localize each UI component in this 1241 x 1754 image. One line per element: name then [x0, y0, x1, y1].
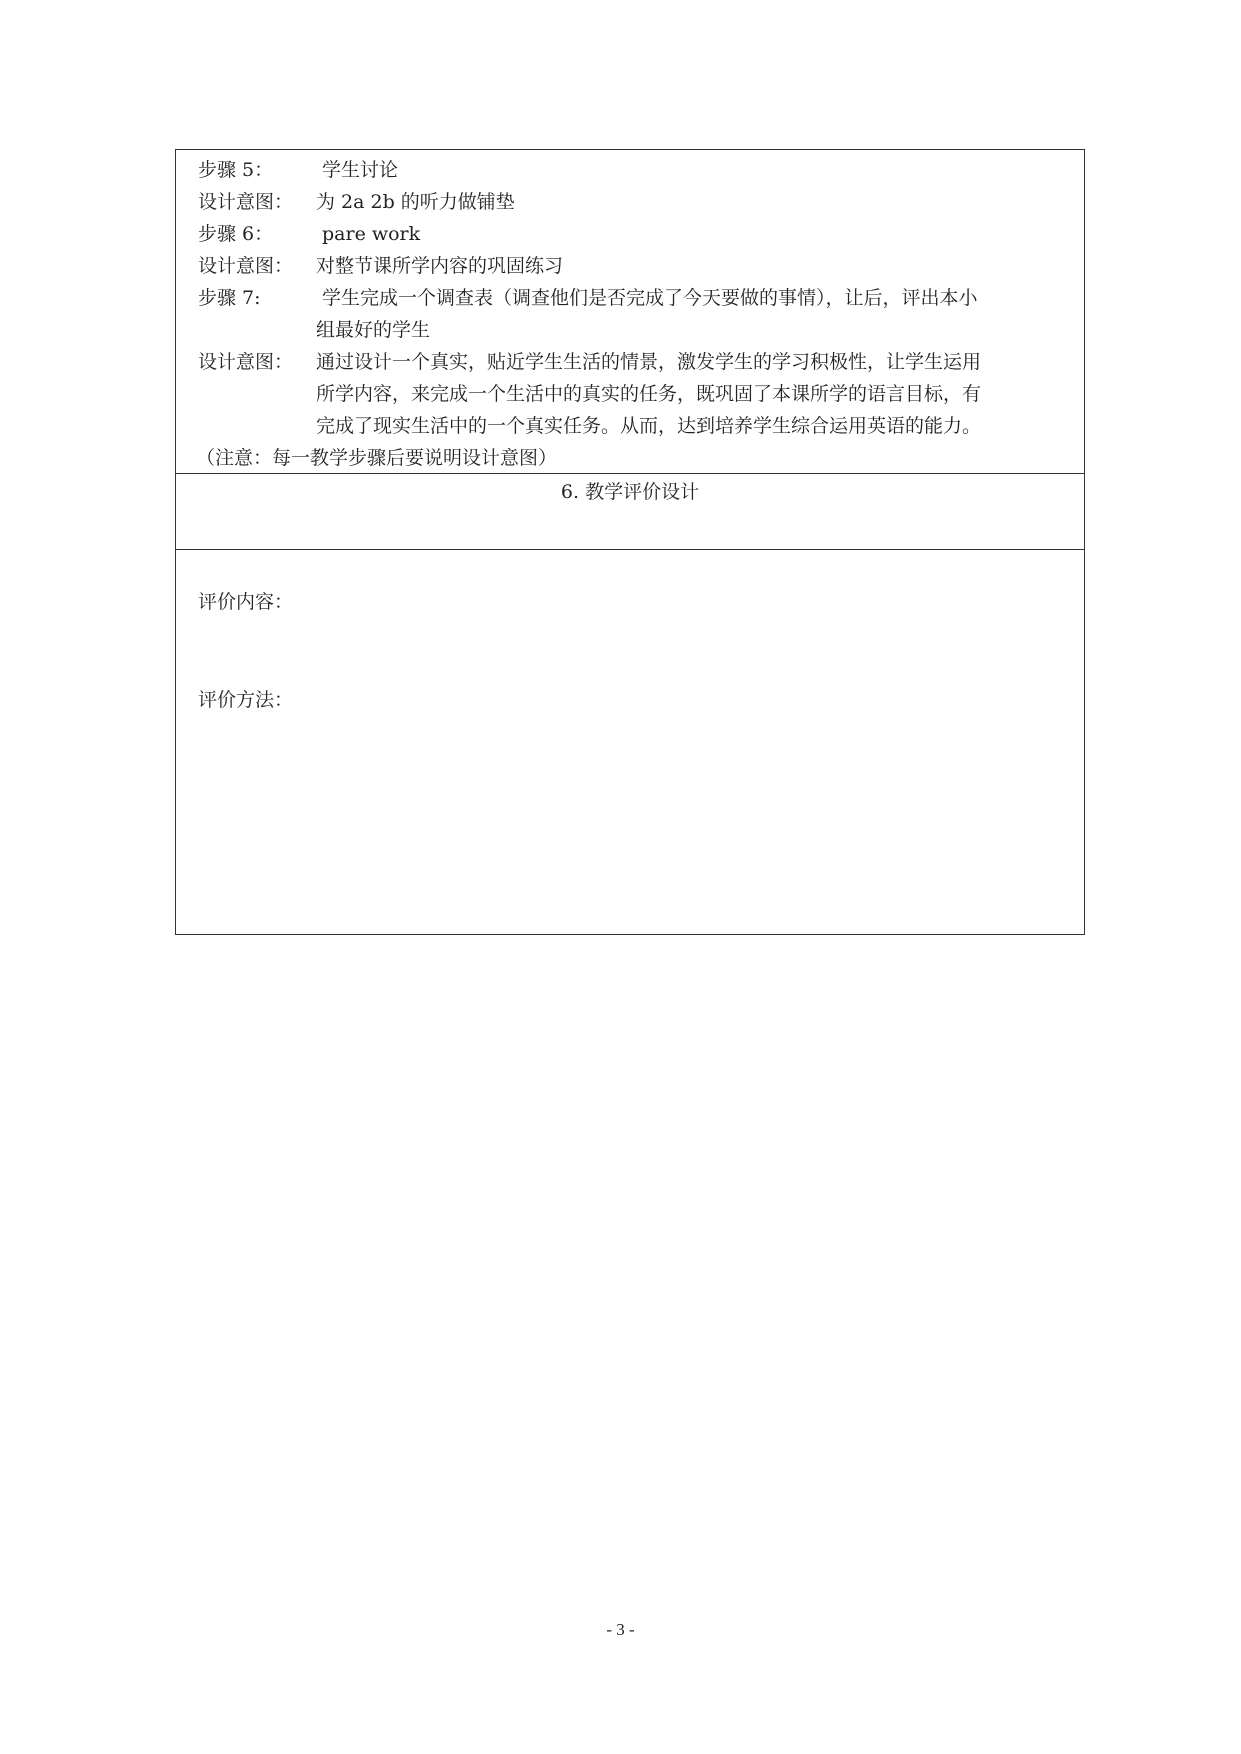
design-intent-6-text: 对整节课所学内容的巩固练习 — [316, 255, 564, 277]
evaluation-method-label: 评价方法： — [198, 689, 294, 711]
step-7-continuation — [198, 314, 1076, 346]
lesson-plan-table — [175, 149, 1085, 935]
teaching-steps-cell — [176, 150, 1084, 474]
step-7-text: 学生完成一个调查表（调查他们是否完成了今天要做的事情），让后，评出本小 — [322, 287, 978, 309]
step-5-text: 学生讨论 — [322, 159, 399, 181]
step-5-label: 步骤 5： — [198, 159, 274, 181]
design-intent-5-line — [198, 186, 1076, 218]
step-6-line — [198, 218, 1076, 250]
design-intent-7-continuation-1 — [198, 378, 1076, 410]
design-intent-7-line — [198, 346, 1076, 378]
evaluation-cell — [176, 550, 1084, 934]
evaluation-content-body — [198, 618, 1084, 684]
evaluation-heading-cell — [176, 474, 1084, 550]
design-intent-6-label: 设计意图： — [198, 255, 294, 277]
step-7-label: 步骤 7: — [198, 287, 261, 309]
page-number: - 3 - — [606, 1620, 635, 1639]
design-intent-7-text: 通过设计一个真实，贴近学生生活的情景，激发学生的学习积极性，让学生运用 — [316, 351, 982, 373]
evaluation-heading: 6. 教学评价设计 — [560, 481, 700, 503]
step-6-text: pare work — [322, 223, 421, 245]
step-7-text-cont: 组最好的学生 — [316, 319, 431, 341]
design-intent-7-continuation-2 — [198, 410, 1076, 442]
evaluation-content-label: 评价内容： — [198, 591, 294, 613]
step-7-line — [198, 282, 1076, 314]
design-intent-5-text: 为 2a 2b 的听力做铺垫 — [316, 191, 515, 213]
steps-note: （注意：每一教学步骤后要说明设计意图） — [196, 447, 558, 469]
design-intent-6-line — [198, 250, 1076, 282]
design-intent-7-label: 设计意图： — [198, 351, 294, 373]
design-intent-5-label: 设计意图： — [198, 191, 294, 213]
step-5-line — [198, 154, 1076, 186]
step-6-label: 步骤 6： — [198, 223, 274, 245]
design-intent-7-text-cont-1: 所学内容，来完成一个生活中的真实的任务，既巩固了本课所学的语言目标，有 — [316, 383, 982, 405]
design-intent-7-text-cont-2: 完成了现实生活中的一个真实任务。从而，达到培养学生综合运用英语的能力。 — [316, 415, 982, 437]
